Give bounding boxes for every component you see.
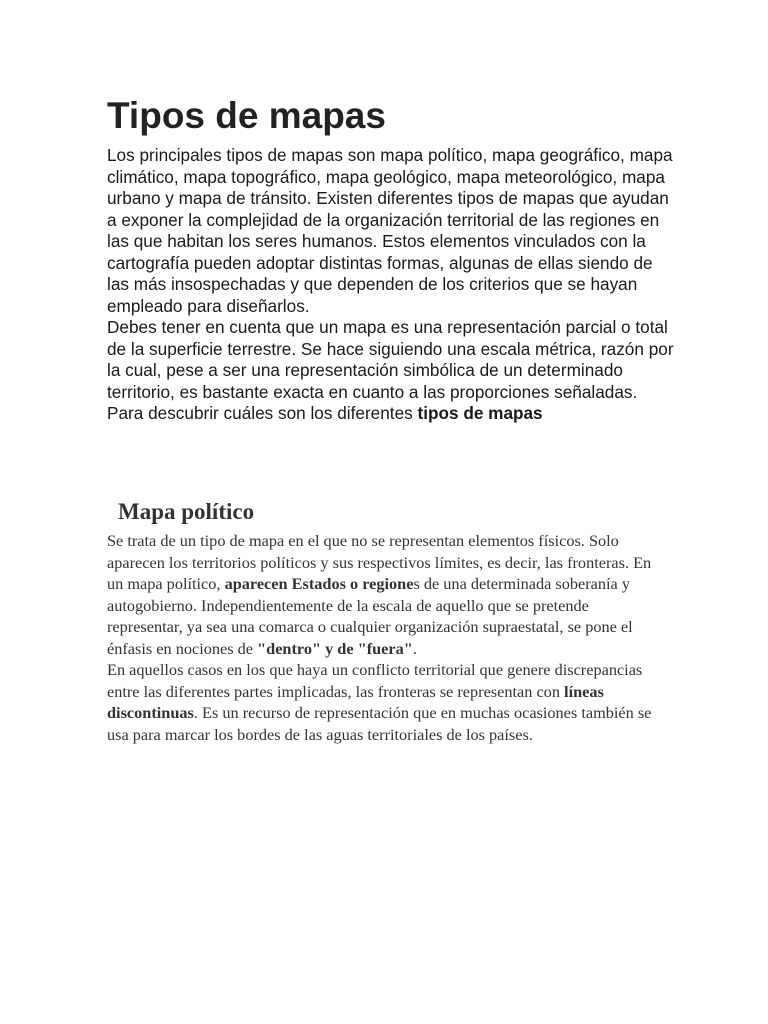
section-p2-text-a: En aquellos casos en los que haya un conflicto territorial que genere discrepancias entre las diferentes partes implicadas, las fronteras se representan con bbox=[107, 660, 643, 701]
section-heading: Mapa político bbox=[118, 499, 255, 524]
intro-paragraph-2 bbox=[107, 317, 677, 425]
section-paragraph-2 bbox=[107, 659, 667, 745]
section-p1-text-c: . bbox=[412, 638, 417, 658]
section-p1-bold-2: "dentro" y de "fuera" bbox=[257, 638, 413, 658]
section-p1-text-a: Se trata de un tipo de mapa en el que no se representan elementos físicos. Solo aparecen los territorios políticos y sus respectivos límites, es decir, las fronteras. En un mapa político, bbox=[107, 531, 652, 593]
intro-paragraph-2-text: Debes tener en cuenta que un mapa es una representación parcial o total de la superficie terrestre. Se hace siguiendo una escala métrica, razón por la cual, pese a ser una representación simbólica de un determinado territorio, es bastante exacta en cuanto a las proporciones señaladas. Para descubrir cuáles son los diferentes bbox=[107, 317, 674, 423]
section-body bbox=[107, 530, 667, 745]
section-p2-bold: líneas discontinuas bbox=[107, 681, 604, 722]
intro-text bbox=[107, 145, 677, 425]
section-paragraph-1 bbox=[107, 530, 667, 659]
section-p2-text-b: . Es un recurso de representación que en muchas ocasiones también se usa para marcar los bordes de las aguas territoriales de los países. bbox=[107, 703, 652, 744]
page-title: Tipos de mapas bbox=[107, 95, 386, 136]
intro-paragraph-2-bold: tipos de mapas bbox=[417, 403, 543, 423]
section-p1-text-b: s de una determinada soberanía y autogobierno. Independientemente de la escala de aquello que se pretende representar, ya sea una comarca o cualquier organización supraestatal, se pone el énfasis en nociones de bbox=[107, 574, 633, 658]
intro-paragraph-1: Los principales tipos de mapas son mapa político, mapa geográfico, mapa climático, mapa topográfico, mapa geológico, mapa meteorológico, mapa urbano y mapa de tránsito. Existen diferentes tipos de mapas que ayudan a exponer la complejidad de la organización territorial de las regiones en las que habitan los seres humanos. Estos elementos vinculados con la cartografía pueden adoptar distintas formas, algunas de ellas siendo de las más insospechadas y que dependen de los criterios que se hayan empleado para diseñarlos. bbox=[107, 145, 673, 316]
section-p1-bold-1: aparecen Estados o regione bbox=[224, 574, 414, 593]
